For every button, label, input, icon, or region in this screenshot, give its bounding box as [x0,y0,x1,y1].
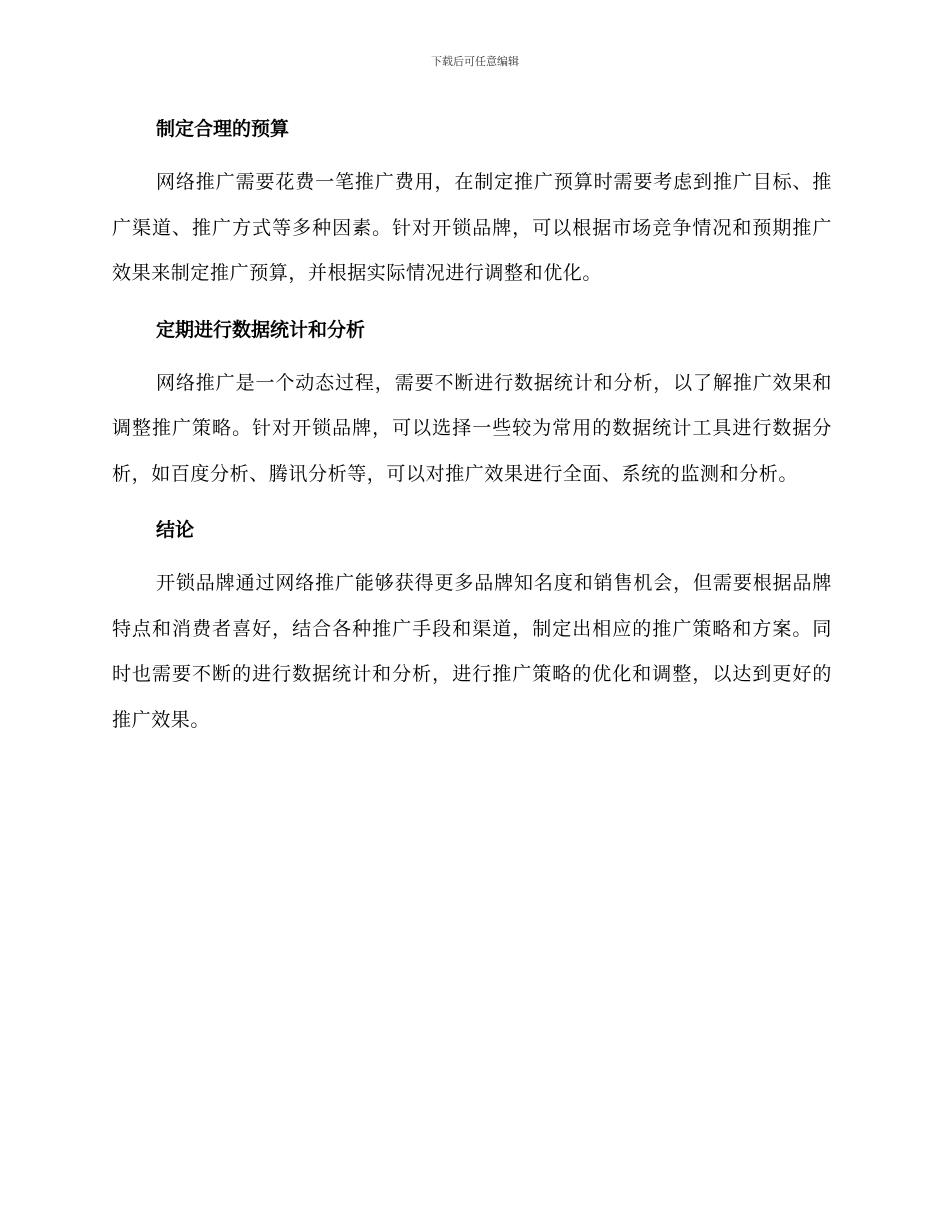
section-heading-data-analysis: 定期进行数据统计和分析 [156,318,366,341]
spacer [112,297,832,309]
section-paragraph-conclusion: 开锁品牌通过网络推广能够获得更多品牌知名度和销售机会，但需要根据品牌特点和消费者喜好，结合各种推广手段和渠道，制定出相应的推广策略和方案。同时也需要不断的进行数据统计和分析，进行推广策略的优化和调整，以达到更好的推广效果。 [112,572,832,731]
document-body [112,108,832,743]
spacer [112,150,832,160]
section-paragraph-data-analysis: 网络推广是一个动态过程，需要不断进行数据统计和分析，以了解推广效果和调整推广策略。针对开锁品牌，可以选择一些较为常用的数据统计工具进行数据分析，如百度分析、腾讯分析等，可以对推广效果进行全面、系统的监测和分析。 [112,371,832,485]
spacer [112,497,832,509]
section-heading-conclusion: 结论 [156,519,195,541]
page-header: 下载后可任意编辑 [431,55,519,68]
spacer [112,351,832,361]
spacer [112,551,832,561]
section-paragraph-budget: 网络推广需要花费一笔推广费用，在制定推广预算时需要考虑到推广目标、推广渠道、推广方式等多种因素。针对开锁品牌，可以根据市场竞争情况和预期推广效果来制定推广预算，并根据实际情况进行调整和优化。 [112,171,832,284]
section-heading-budget: 制定合理的预算 [156,118,290,140]
